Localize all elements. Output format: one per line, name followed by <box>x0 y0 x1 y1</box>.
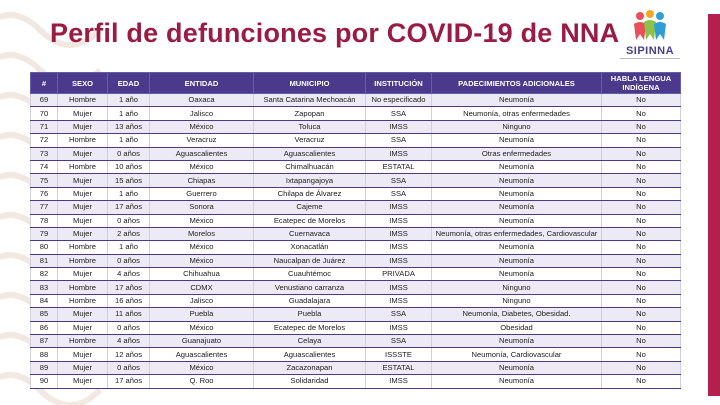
table-row <box>31 94 681 107</box>
cell-sex: Mujer <box>58 308 108 321</box>
cell-institution: ISSSTE <box>366 348 432 361</box>
cell-indigenous: No <box>602 201 681 214</box>
cell-conditions: Neumonía, otras enfermedades, Cardiovascular <box>432 227 602 240</box>
cell-number: 77 <box>31 201 58 214</box>
cell-municipality: Zacazonapan <box>254 361 366 374</box>
cell-number: 78 <box>31 214 58 227</box>
cell-institution: IMSS <box>366 254 432 267</box>
cell-state: Aguascalientes <box>150 147 254 160</box>
cell-conditions: Neumonía <box>432 241 602 254</box>
table-row <box>31 281 681 294</box>
table-row <box>31 308 681 321</box>
cell-age: 1 año <box>108 94 150 107</box>
page-title: Perfil de defunciones por COVID-19 de NNA <box>50 18 620 48</box>
cell-age: 2 años <box>108 227 150 240</box>
cell-municipality: Venustiano carranza <box>254 281 366 294</box>
cell-institution: IMSS <box>366 375 432 388</box>
cell-age: 1 año <box>108 187 150 200</box>
cell-sex: Mujer <box>58 361 108 374</box>
cell-conditions: Neumonía <box>432 254 602 267</box>
cell-conditions: Neumonía <box>432 268 602 281</box>
table-row <box>31 294 681 307</box>
cell-conditions: Neumonía <box>432 187 602 200</box>
cell-age: 1 año <box>108 134 150 147</box>
cell-indigenous: No <box>602 214 681 227</box>
cell-municipality: Toluca <box>254 120 366 133</box>
cell-sex: Mujer <box>58 107 108 120</box>
table-row <box>31 375 681 388</box>
table-row <box>31 254 681 267</box>
cell-number: 90 <box>31 375 58 388</box>
cell-conditions: Neumonía, Diabetes, Obesidad. <box>432 308 602 321</box>
deaths-table <box>30 72 681 389</box>
cell-state: Puebla <box>150 308 254 321</box>
col-age-header: EDAD <box>108 73 150 94</box>
table-row <box>31 227 681 240</box>
cell-indigenous: No <box>602 227 681 240</box>
cell-institution: IMSS <box>366 321 432 334</box>
cell-age: 17 años <box>108 201 150 214</box>
cell-indigenous: No <box>602 321 681 334</box>
cell-sex: Mujer <box>58 201 108 214</box>
cell-conditions: Neumonía <box>432 134 602 147</box>
cell-sex: Mujer <box>58 227 108 240</box>
cell-municipality: Solidaridad <box>254 375 366 388</box>
cell-institution: IMSS <box>366 201 432 214</box>
cell-age: 11 años <box>108 308 150 321</box>
cell-age: 0 años <box>108 147 150 160</box>
cell-indigenous: No <box>602 294 681 307</box>
cell-institution: IMSS <box>366 214 432 227</box>
cell-state: Veracruz <box>150 134 254 147</box>
cell-sex: Mujer <box>58 375 108 388</box>
cell-indigenous: No <box>602 241 681 254</box>
cell-institution: SSA <box>366 174 432 187</box>
sipinna-logo-icon <box>628 10 672 44</box>
cell-conditions: Neumonía <box>432 361 602 374</box>
col-conditions-header: PADECIMIENTOS ADICIONALES <box>432 73 602 94</box>
cell-number: 81 <box>31 254 58 267</box>
cell-number: 88 <box>31 348 58 361</box>
cell-age: 0 años <box>108 214 150 227</box>
cell-conditions: Neumonía, otras enfermedades <box>432 107 602 120</box>
table-header-row <box>31 73 681 94</box>
cell-indigenous: No <box>602 147 681 160</box>
cell-institution: SSA <box>366 335 432 348</box>
cell-indigenous: No <box>602 174 681 187</box>
cell-indigenous: No <box>602 361 681 374</box>
cell-municipality: Ixtapangajoya <box>254 174 366 187</box>
cell-municipality: Cuauhtémoc <box>254 268 366 281</box>
cell-municipality: Chilapa de Álvarez <box>254 187 366 200</box>
cell-number: 69 <box>31 94 58 107</box>
cell-number: 80 <box>31 241 58 254</box>
cell-sex: Mujer <box>58 268 108 281</box>
cell-number: 86 <box>31 321 58 334</box>
cell-state: México <box>150 214 254 227</box>
cell-number: 84 <box>31 294 58 307</box>
cell-conditions: Otras enfermedades <box>432 147 602 160</box>
cell-conditions: Neumonía <box>432 174 602 187</box>
cell-state: Chihuahua <box>150 268 254 281</box>
cell-municipality: Cuernavaca <box>254 227 366 240</box>
cell-sex: Hombre <box>58 281 108 294</box>
cell-municipality: Celaya <box>254 335 366 348</box>
cell-institution: IMSS <box>366 294 432 307</box>
cell-age: 0 años <box>108 254 150 267</box>
cell-municipality: Ecatepec de Morelos <box>254 214 366 227</box>
cell-number: 89 <box>31 361 58 374</box>
cell-conditions: Neumonía <box>432 335 602 348</box>
cell-institution: IMSS <box>366 281 432 294</box>
table-row <box>31 201 681 214</box>
table-row <box>31 107 681 120</box>
cell-indigenous: No <box>602 375 681 388</box>
table-row <box>31 147 681 160</box>
cell-conditions: Neumonía <box>432 375 602 388</box>
table-row <box>31 268 681 281</box>
cell-state: Q. Roo <box>150 375 254 388</box>
cell-municipality: Naucalpan de Juárez <box>254 254 366 267</box>
cell-conditions: Neumonía <box>432 94 602 107</box>
cell-municipality: Santa Catarina Mechoacán <box>254 94 366 107</box>
cell-age: 4 años <box>108 335 150 348</box>
cell-state: México <box>150 321 254 334</box>
accent-bar <box>708 14 720 396</box>
cell-conditions: Neumonía, Cardiovascular <box>432 348 602 361</box>
cell-indigenous: No <box>602 348 681 361</box>
cell-age: 16 años <box>108 294 150 307</box>
cell-indigenous: No <box>602 94 681 107</box>
cell-sex: Hombre <box>58 160 108 173</box>
table-row <box>31 335 681 348</box>
cell-state: Oaxaca <box>150 94 254 107</box>
cell-indigenous: No <box>602 107 681 120</box>
cell-institution: ESTATAL <box>366 160 432 173</box>
cell-age: 10 años <box>108 160 150 173</box>
sipinna-logo <box>612 10 688 74</box>
cell-age: 12 años <box>108 348 150 361</box>
col-institution-header: INSTITUCIÓN <box>366 73 432 94</box>
table-row <box>31 348 681 361</box>
cell-indigenous: No <box>602 187 681 200</box>
cell-institution: IMSS <box>366 227 432 240</box>
cell-institution: No especificado <box>366 94 432 107</box>
cell-conditions: Neumonía <box>432 201 602 214</box>
cell-municipality: Xonacatlán <box>254 241 366 254</box>
cell-conditions: Ninguno <box>432 294 602 307</box>
cell-age: 0 años <box>108 321 150 334</box>
logo-caption-rule <box>620 58 680 67</box>
cell-state: Aguascalientes <box>150 348 254 361</box>
cell-state: Guanajuato <box>150 335 254 348</box>
cell-conditions: Ninguno <box>432 120 602 133</box>
cell-age: 4 años <box>108 268 150 281</box>
cell-institution: IMSS <box>366 120 432 133</box>
cell-institution: SSA <box>366 107 432 120</box>
cell-number: 76 <box>31 187 58 200</box>
cell-state: Morelos <box>150 227 254 240</box>
cell-institution: IMSS <box>366 241 432 254</box>
cell-age: 17 años <box>108 375 150 388</box>
table-body <box>31 94 681 389</box>
table-row <box>31 174 681 187</box>
cell-sex: Mujer <box>58 321 108 334</box>
table-row <box>31 134 681 147</box>
cell-number: 73 <box>31 147 58 160</box>
cell-sex: Mujer <box>58 348 108 361</box>
cell-indigenous: No <box>602 268 681 281</box>
cell-sex: Hombre <box>58 294 108 307</box>
logo-name: SIPINNA <box>625 45 675 57</box>
cell-indigenous: No <box>602 120 681 133</box>
cell-institution: SSA <box>366 308 432 321</box>
col-sex-header: SEXO <box>58 73 108 94</box>
cell-indigenous: No <box>602 335 681 348</box>
cell-institution: IMSS <box>366 147 432 160</box>
cell-number: 72 <box>31 134 58 147</box>
cell-sex: Mujer <box>58 187 108 200</box>
cell-indigenous: No <box>602 281 681 294</box>
cell-age: 1 año <box>108 107 150 120</box>
table-row <box>31 361 681 374</box>
col-municipality-header: MUNICIPIO <box>254 73 366 94</box>
table-row <box>31 120 681 133</box>
cell-number: 82 <box>31 268 58 281</box>
cell-number: 74 <box>31 160 58 173</box>
cell-state: Chiapas <box>150 174 254 187</box>
cell-age: 1 año <box>108 241 150 254</box>
cell-indigenous: No <box>602 254 681 267</box>
cell-state: México <box>150 241 254 254</box>
cell-municipality: Veracruz <box>254 134 366 147</box>
cell-state: Sonora <box>150 201 254 214</box>
cell-sex: Hombre <box>58 335 108 348</box>
cell-indigenous: No <box>602 308 681 321</box>
cell-sex: Mujer <box>58 174 108 187</box>
cell-age: 17 años <box>108 281 150 294</box>
cell-sex: Hombre <box>58 254 108 267</box>
cell-sex: Mujer <box>58 214 108 227</box>
col-state-header: ENTIDAD <box>150 73 254 94</box>
cell-sex: Mujer <box>58 147 108 160</box>
table-row <box>31 241 681 254</box>
cell-sex: Mujer <box>58 120 108 133</box>
cell-number: 87 <box>31 335 58 348</box>
cell-institution: ESTATAL <box>366 361 432 374</box>
cell-state: México <box>150 361 254 374</box>
cell-municipality: Zapopan <box>254 107 366 120</box>
cell-municipality: Aguascalientes <box>254 147 366 160</box>
cell-municipality: Puebla <box>254 308 366 321</box>
cell-institution: SSA <box>366 187 432 200</box>
cell-institution: SSA <box>366 134 432 147</box>
cell-age: 13 años <box>108 120 150 133</box>
cell-number: 83 <box>31 281 58 294</box>
cell-municipality: Chimalhuacán <box>254 160 366 173</box>
cell-number: 79 <box>31 227 58 240</box>
cell-conditions: Neumonía <box>432 214 602 227</box>
cell-sex: Hombre <box>58 241 108 254</box>
table-row <box>31 321 681 334</box>
cell-number: 71 <box>31 120 58 133</box>
cell-number: 70 <box>31 107 58 120</box>
table-row <box>31 187 681 200</box>
cell-municipality: Ecatepec de Morelos <box>254 321 366 334</box>
cell-conditions: Ninguno <box>432 281 602 294</box>
cell-municipality: Cajeme <box>254 201 366 214</box>
cell-state: Guerrero <box>150 187 254 200</box>
cell-institution: PRIVADA <box>366 268 432 281</box>
cell-age: 0 años <box>108 361 150 374</box>
cell-age: 15 años <box>108 174 150 187</box>
cell-conditions: Neumonía <box>432 160 602 173</box>
cell-state: CDMX <box>150 281 254 294</box>
col-indigenous-header: HABLA LENGUA INDÍGENA <box>602 73 681 94</box>
cell-number: 85 <box>31 308 58 321</box>
cell-conditions: Obesidad <box>432 321 602 334</box>
table-row <box>31 214 681 227</box>
cell-sex: Hombre <box>58 134 108 147</box>
col-number-header: # <box>31 73 58 94</box>
table-row <box>31 160 681 173</box>
cell-indigenous: No <box>602 134 681 147</box>
cell-municipality: Aguascalientes <box>254 348 366 361</box>
cell-municipality: Guadalajara <box>254 294 366 307</box>
cell-sex: Hombre <box>58 94 108 107</box>
cell-number: 75 <box>31 174 58 187</box>
cell-state: México <box>150 254 254 267</box>
cell-indigenous: No <box>602 160 681 173</box>
cell-state: Jalisco <box>150 294 254 307</box>
cell-state: México <box>150 160 254 173</box>
cell-state: Jalisco <box>150 107 254 120</box>
cell-state: México <box>150 120 254 133</box>
